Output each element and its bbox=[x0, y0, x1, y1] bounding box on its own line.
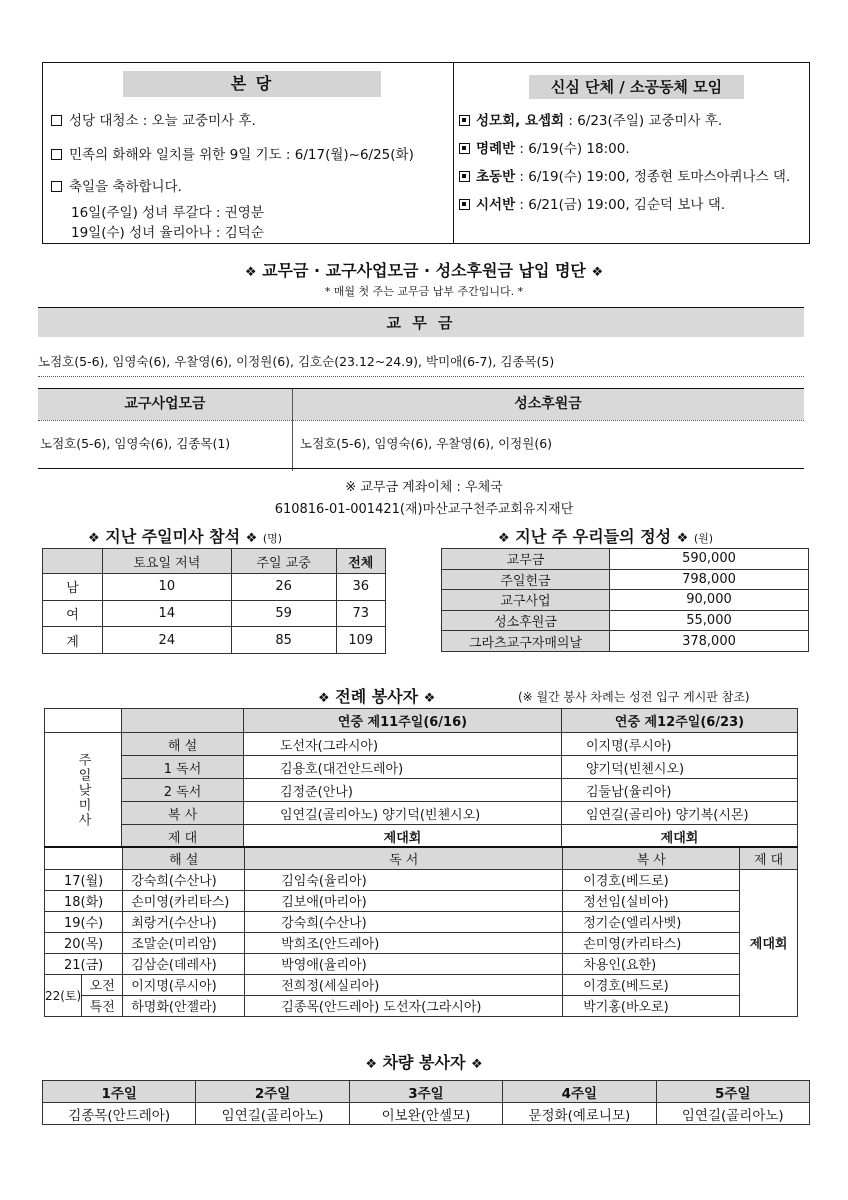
box-divider bbox=[453, 63, 454, 243]
weekday-row: 20(목) 조말순(미리암) 박희조(안드레아) 손미영(카리타스) bbox=[45, 932, 798, 953]
checkbox-icon bbox=[51, 181, 62, 192]
weekday-col-header: 복 사 bbox=[563, 847, 740, 869]
vehicle-name: 임연길(골리아노) bbox=[656, 1103, 809, 1125]
square-bullet-icon bbox=[459, 171, 470, 182]
vehicle-week: 2주일 bbox=[196, 1081, 349, 1103]
solid-divider bbox=[38, 468, 804, 469]
liturgy-title: ❖ 전례 봉사자 ❖ bbox=[318, 687, 436, 706]
diamond-icon: ❖ bbox=[591, 265, 604, 280]
offering-row: 교무금 590,000 bbox=[442, 549, 809, 570]
weekday-col-header: 독 서 bbox=[245, 847, 563, 869]
vehicle-name: 임연길(골리아노) bbox=[196, 1103, 349, 1125]
checkbox-icon bbox=[51, 115, 62, 126]
weekday-corner bbox=[45, 847, 123, 869]
account-line-2: 610816-01-001421(재)마산교구천주교회유지재단 bbox=[274, 502, 574, 517]
attendance-col-header: 전체 bbox=[336, 549, 385, 574]
weekday-col-header: 해 설 bbox=[123, 847, 245, 869]
diocese-header: 교구사업모금 bbox=[124, 396, 206, 412]
attendance-col-header: 주일 교중 bbox=[231, 549, 336, 574]
sunday-row: 제 대 제대회 제대회 bbox=[45, 825, 798, 849]
diocese-list: 노점호(5-6), 임영숙(6), 김종목(1) bbox=[40, 436, 231, 451]
diamond-icon: ❖ bbox=[244, 265, 257, 280]
vehicle-name: 이보완(안셀모) bbox=[349, 1103, 502, 1125]
diamond-icon: ❖ bbox=[676, 531, 689, 546]
parish-item-3: 축일을 축하합니다. bbox=[51, 175, 182, 195]
diamond-icon: ❖ bbox=[423, 691, 436, 706]
sunday-row: 1 독서 김용호(대건안드레아) 양기덕(빈첸시오) bbox=[45, 756, 798, 779]
checkbox-icon bbox=[51, 149, 62, 160]
diamond-icon: ❖ bbox=[471, 1057, 483, 1072]
diamond-icon: ❖ bbox=[245, 531, 258, 546]
role-header-blank bbox=[122, 709, 244, 733]
attendance-row: 남 10 26 36 bbox=[43, 574, 386, 601]
weekday-liturgy-table bbox=[44, 846, 798, 1017]
dues-title: ❖ 교무금 · 교구사업모금 · 성소후원금 납입 명단 ❖ bbox=[244, 261, 604, 280]
feast-line-1: 16일(주일) 성녀 루갈다 : 권영분 bbox=[71, 205, 264, 221]
attendance-col-header: 토요일 저녁 bbox=[103, 549, 232, 574]
parish-title: 본 당 bbox=[123, 71, 381, 97]
dues-note: * 매월 첫 주는 교무금 납부 주간입니다. * bbox=[324, 285, 524, 298]
vehicle-title: ❖ 차량 봉사자 ❖ bbox=[365, 1053, 483, 1072]
sunday-row: 2 독서 김정준(안나) 김둘남(율리아) bbox=[45, 779, 798, 802]
attendance-table bbox=[42, 548, 386, 654]
sunday-corner bbox=[45, 709, 122, 733]
attendance-title: ❖ 지난 주일미사 참석 ❖ (명) bbox=[88, 527, 283, 546]
week-header: 연중 제12주일(6/23) bbox=[562, 709, 798, 733]
offerings-title: ❖ 지난 주 우리들의 정성 ❖ (원) bbox=[498, 527, 714, 546]
square-bullet-icon bbox=[459, 115, 470, 126]
attendance-row: 여 14 59 73 bbox=[43, 600, 386, 627]
liturgy-note: (※ 월간 봉사 차례는 성전 입구 게시판 참조) bbox=[518, 690, 750, 704]
vocation-header: 성소후원금 bbox=[514, 396, 582, 412]
offerings-table bbox=[441, 548, 809, 652]
feast-line-2: 19일(수) 성녀 율리아나 : 김덕순 bbox=[71, 225, 264, 241]
announcement-box bbox=[42, 62, 810, 244]
vocation-list: 노점호(5-6), 임영숙(6), 우찰영(6), 이정원(6) bbox=[300, 436, 553, 451]
weekday-row: 18(화) 손미영(카리타스) 김보애(마리아) 정선임(실비아) bbox=[45, 890, 798, 911]
diamond-icon: ❖ bbox=[498, 531, 510, 546]
diamond-icon: ❖ bbox=[88, 531, 100, 546]
groups-title: 신심 단체 / 소공동체 모임 bbox=[529, 75, 744, 99]
sunday-row: 주일낮미사 해 설 도선자(그라시아) 이지명(루시아) bbox=[45, 733, 798, 756]
attendance-corner bbox=[43, 549, 103, 574]
group-item-3: 초동반 : 6/19(수) 19:00, 정종현 토마스아퀴나스 댁. bbox=[459, 165, 790, 185]
parish-item-2: 민족의 화해와 일치를 위한 9일 기도 : 6/17(월)~6/25(화) bbox=[51, 143, 414, 163]
offering-row: 그라츠교구자매의날 378,000 bbox=[442, 631, 809, 652]
weekday-row: 17(월) 강숙희(수산나) 김임숙(율리아) 이경호(베드로) 제대회 bbox=[45, 869, 798, 890]
sunday-liturgy-table bbox=[44, 708, 798, 849]
vehicle-week: 5주일 bbox=[656, 1081, 809, 1103]
vehicle-week: 4주일 bbox=[503, 1081, 656, 1103]
sunday-row: 복 사 임연길(골리아노) 양기덕(빈첸시오) 임연길(골리아) 양기복(시몬) bbox=[45, 802, 798, 825]
weekday-row: 19(수) 최랑거(수산나) 강숙희(수산나) 정기순(엘리사벳) bbox=[45, 911, 798, 932]
saturday-row: 22(토) 오전 이지명(루시아) 전희정(세실리아) 이경호(베드로) bbox=[45, 974, 798, 995]
offering-row: 성소후원금 55,000 bbox=[442, 610, 809, 631]
offering-row: 교구사업 90,000 bbox=[442, 590, 809, 611]
group-item-1: 성모회, 요셉회 : 6/23(주일) 교중미사 후. bbox=[459, 109, 722, 129]
square-bullet-icon bbox=[459, 143, 470, 154]
dues-subheader-band bbox=[38, 388, 804, 420]
diamond-icon: ❖ bbox=[318, 691, 330, 706]
saturday-label: 22(토) bbox=[45, 974, 82, 1016]
account-line-1: ※ 교무금 계좌이체 : 우체국 bbox=[345, 480, 503, 495]
week-header: 연중 제11주일(6/16) bbox=[244, 709, 562, 733]
diamond-icon: ❖ bbox=[365, 1057, 377, 1072]
vehicle-week: 1주일 bbox=[43, 1081, 196, 1103]
weekday-col-header: 제 대 bbox=[740, 847, 798, 869]
group-item-2: 명례반 : 6/19(수) 18:00. bbox=[459, 137, 630, 157]
kyomugeum-list: 노점호(5-6), 임영숙(6), 우찰영(6), 이정원(6), 김호순(23.12~24.9), 박미애(6-7), 김종목(5) bbox=[38, 354, 555, 369]
attendance-row: 계 24 85 109 bbox=[43, 627, 386, 654]
dotted-divider bbox=[38, 420, 804, 421]
parish-item-1: 성당 대청소 : 오늘 교중미사 후. bbox=[51, 109, 256, 129]
kyomugeum-header: 교 무 금 bbox=[38, 307, 804, 337]
group-item-4: 시서반 : 6/21(금) 19:00, 김순덕 보나 댁. bbox=[459, 193, 725, 213]
sunday-mass-label: 주일낮미사 bbox=[45, 733, 122, 849]
weekday-row: 21(금) 김삼순(데레사) 박영애(율리아) 차용인(요한) bbox=[45, 953, 798, 974]
vehicle-name: 김종목(안드레아) bbox=[43, 1103, 196, 1125]
offering-row: 주일헌금 798,000 bbox=[442, 569, 809, 590]
square-bullet-icon bbox=[459, 199, 470, 210]
dotted-divider bbox=[38, 376, 804, 377]
saturday-row: 특전 하명화(안젤라) 김종목(안드레아) 도선자(그라시아) 박기홍(바오로) bbox=[45, 995, 798, 1016]
vehicle-name: 문정화(예로니모) bbox=[503, 1103, 656, 1125]
altar-cell: 제대회 bbox=[740, 869, 798, 1016]
vehicle-week: 3주일 bbox=[349, 1081, 502, 1103]
vehicle-table bbox=[42, 1080, 810, 1125]
